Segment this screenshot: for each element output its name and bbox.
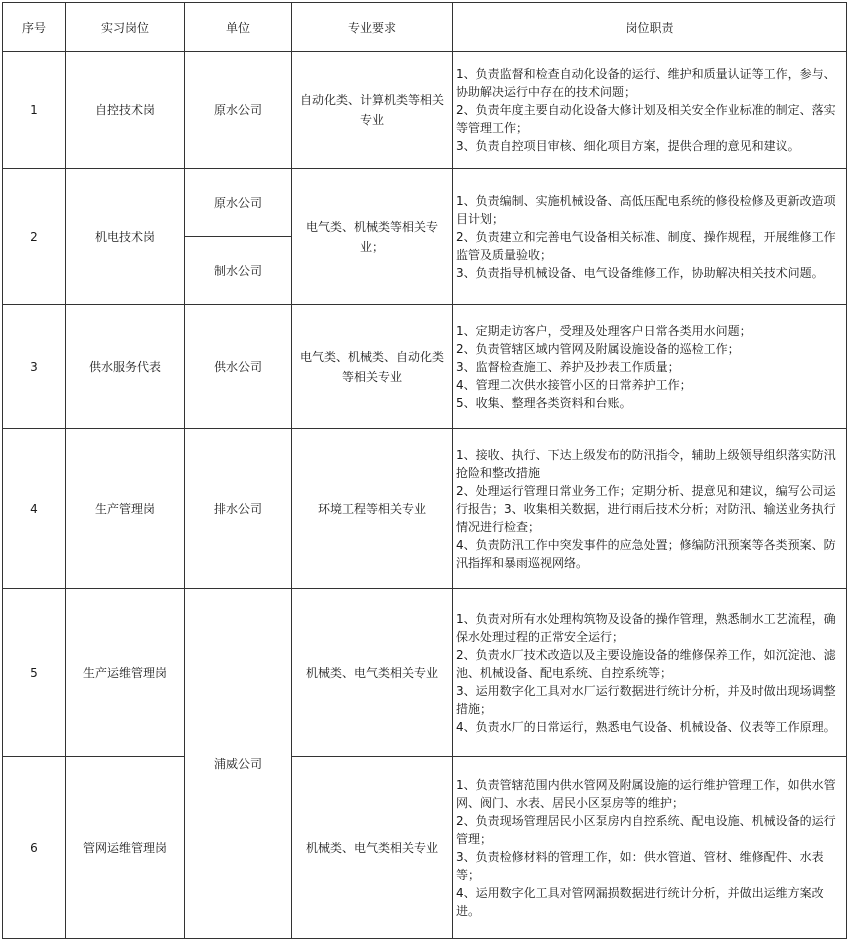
duty-line: 3、监督检查施工、养护及抄表工作质量； xyxy=(456,359,680,374)
duty-line: 2、负责水厂技术改造以及主要设施设备的维修保养工作，如沉淀池、滤池、机械设备、配电系统、自控系统等； xyxy=(456,647,836,680)
row-major: 自动化类、计算机类等相关专业 xyxy=(292,52,453,169)
header-position: 实习岗位 xyxy=(66,3,185,52)
header-index: 序号 xyxy=(3,3,66,52)
table-row xyxy=(3,52,847,169)
row-unit: 排水公司 xyxy=(185,429,292,589)
duty-line: 4、负责水厂的日常运行，熟悉电气设备、机械设备、仪表等工作原理。 xyxy=(456,719,836,734)
duty-line: 5、收集、整理各类资料和台账。 xyxy=(456,395,632,410)
row-duties xyxy=(453,169,847,305)
row-index: 6 xyxy=(3,757,66,939)
duty-line: 2、负责建立和完善电气设备相关标准、制度、操作规程，开展维修工作监管及质量验收； xyxy=(456,229,836,262)
row-index: 4 xyxy=(3,429,66,589)
internship-table-sheet xyxy=(2,2,847,939)
row-major: 环境工程等相关专业 xyxy=(292,429,453,589)
header-duties: 岗位职责 xyxy=(453,3,847,52)
row-duties xyxy=(453,589,847,757)
duty-line: 2、负责现场管理居民小区泵房内自控系统、配电设施、机械设备的运行管理； xyxy=(456,813,836,846)
duty-line: 4、管理二次供水接管小区的日常养护工作； xyxy=(456,377,692,392)
duty-line: 3、负责检修材料的管理工作，如：供水管道、管材、维修配件、水表等； xyxy=(456,849,824,882)
row-unit: 制水公司 xyxy=(185,237,292,305)
duty-line: 2、处理运行管理日常业务工作；定期分析、提意见和建议，编写公司运行报告；3、收集相关数据，进行雨后技术分析；对防汛、输送业务执行情况进行检查； xyxy=(456,483,836,534)
row-position: 生产管理岗 xyxy=(66,429,185,589)
row-major: 机械类、电气类相关专业 xyxy=(292,757,453,939)
row-position: 供水服务代表 xyxy=(66,305,185,429)
row-index: 1 xyxy=(3,52,66,169)
row-position: 机电技术岗 xyxy=(66,169,185,305)
duty-line: 1、负责管辖范围内供水管网及附属设施的运行维护管理工作，如供水管网、阀门、水表、居民小区泵房等的维护； xyxy=(456,777,836,810)
table-row xyxy=(3,589,847,757)
header-unit: 单位 xyxy=(185,3,292,52)
row-major: 机械类、电气类相关专业 xyxy=(292,589,453,757)
table-row xyxy=(3,169,847,237)
duty-line: 1、接收、执行、下达上级发布的防汛指令，辅助上级领导组织落实防汛抢险和整改措施 xyxy=(456,447,836,480)
table-row xyxy=(3,757,847,939)
duty-line: 4、运用数字化工具对管网漏损数据进行统计分析，并做出运维方案改进。 xyxy=(456,885,824,918)
internship-positions-table xyxy=(2,2,847,939)
row-duties xyxy=(453,305,847,429)
row-index: 2 xyxy=(3,169,66,305)
duty-line: 3、运用数字化工具对水厂运行数据进行统计分析，并及时做出现场调整措施； xyxy=(456,683,836,716)
row-unit: 原水公司 xyxy=(185,169,292,237)
duty-line: 3、负责指导机械设备、电气设备维修工作，协助解决相关技术问题。 xyxy=(456,265,824,280)
row-major: 电气类、机械类等相关专业； xyxy=(292,169,453,305)
duty-line: 1、负责编制、实施机械设备、高低压配电系统的修役检修及更新改造项目计划； xyxy=(456,193,836,226)
row-duties xyxy=(453,52,847,169)
table-row xyxy=(3,429,847,589)
row-position: 自控技术岗 xyxy=(66,52,185,169)
duty-line: 2、负责年度主要自动化设备大修计划及相关安全作业标准的制定、落实等管理工作； xyxy=(456,103,836,135)
row-index: 5 xyxy=(3,589,66,757)
row-major: 电气类、机械类、自动化类等相关专业 xyxy=(292,305,453,429)
duty-line: 1、负责对所有水处理构筑物及设备的操作管理，熟悉制水工艺流程，确保水处理过程的正常安全运行； xyxy=(456,611,836,644)
duty-line: 1、负责监督和检查自动化设备的运行、维护和质量认证等工作，参与、协助解决运行中存在的技术问题； xyxy=(456,67,836,99)
row-position: 生产运维管理岗 xyxy=(66,589,185,757)
duty-line: 2、负责管辖区域内管网及附属设施设备的巡检工作； xyxy=(456,341,740,356)
duty-line: 3、负责自控项目审核、细化项目方案，提供合理的意见和建议。 xyxy=(456,139,800,153)
table-header-row xyxy=(3,3,847,52)
row-unit: 供水公司 xyxy=(185,305,292,429)
row-unit-shared: 浦威公司 xyxy=(185,589,292,939)
row-duties xyxy=(453,757,847,939)
row-index: 3 xyxy=(3,305,66,429)
row-unit: 原水公司 xyxy=(185,52,292,169)
table-row xyxy=(3,305,847,429)
row-duties xyxy=(453,429,847,589)
duty-line: 1、定期走访客户，受理及处理客户日常各类用水问题； xyxy=(456,323,752,338)
duty-line: 4、负责防汛工作中突发事件的应急处置；修编防汛预案等各类预案、防汛指挥和暴雨巡视网络。 xyxy=(456,537,836,570)
row-position: 管网运维管理岗 xyxy=(66,757,185,939)
header-major: 专业要求 xyxy=(292,3,453,52)
